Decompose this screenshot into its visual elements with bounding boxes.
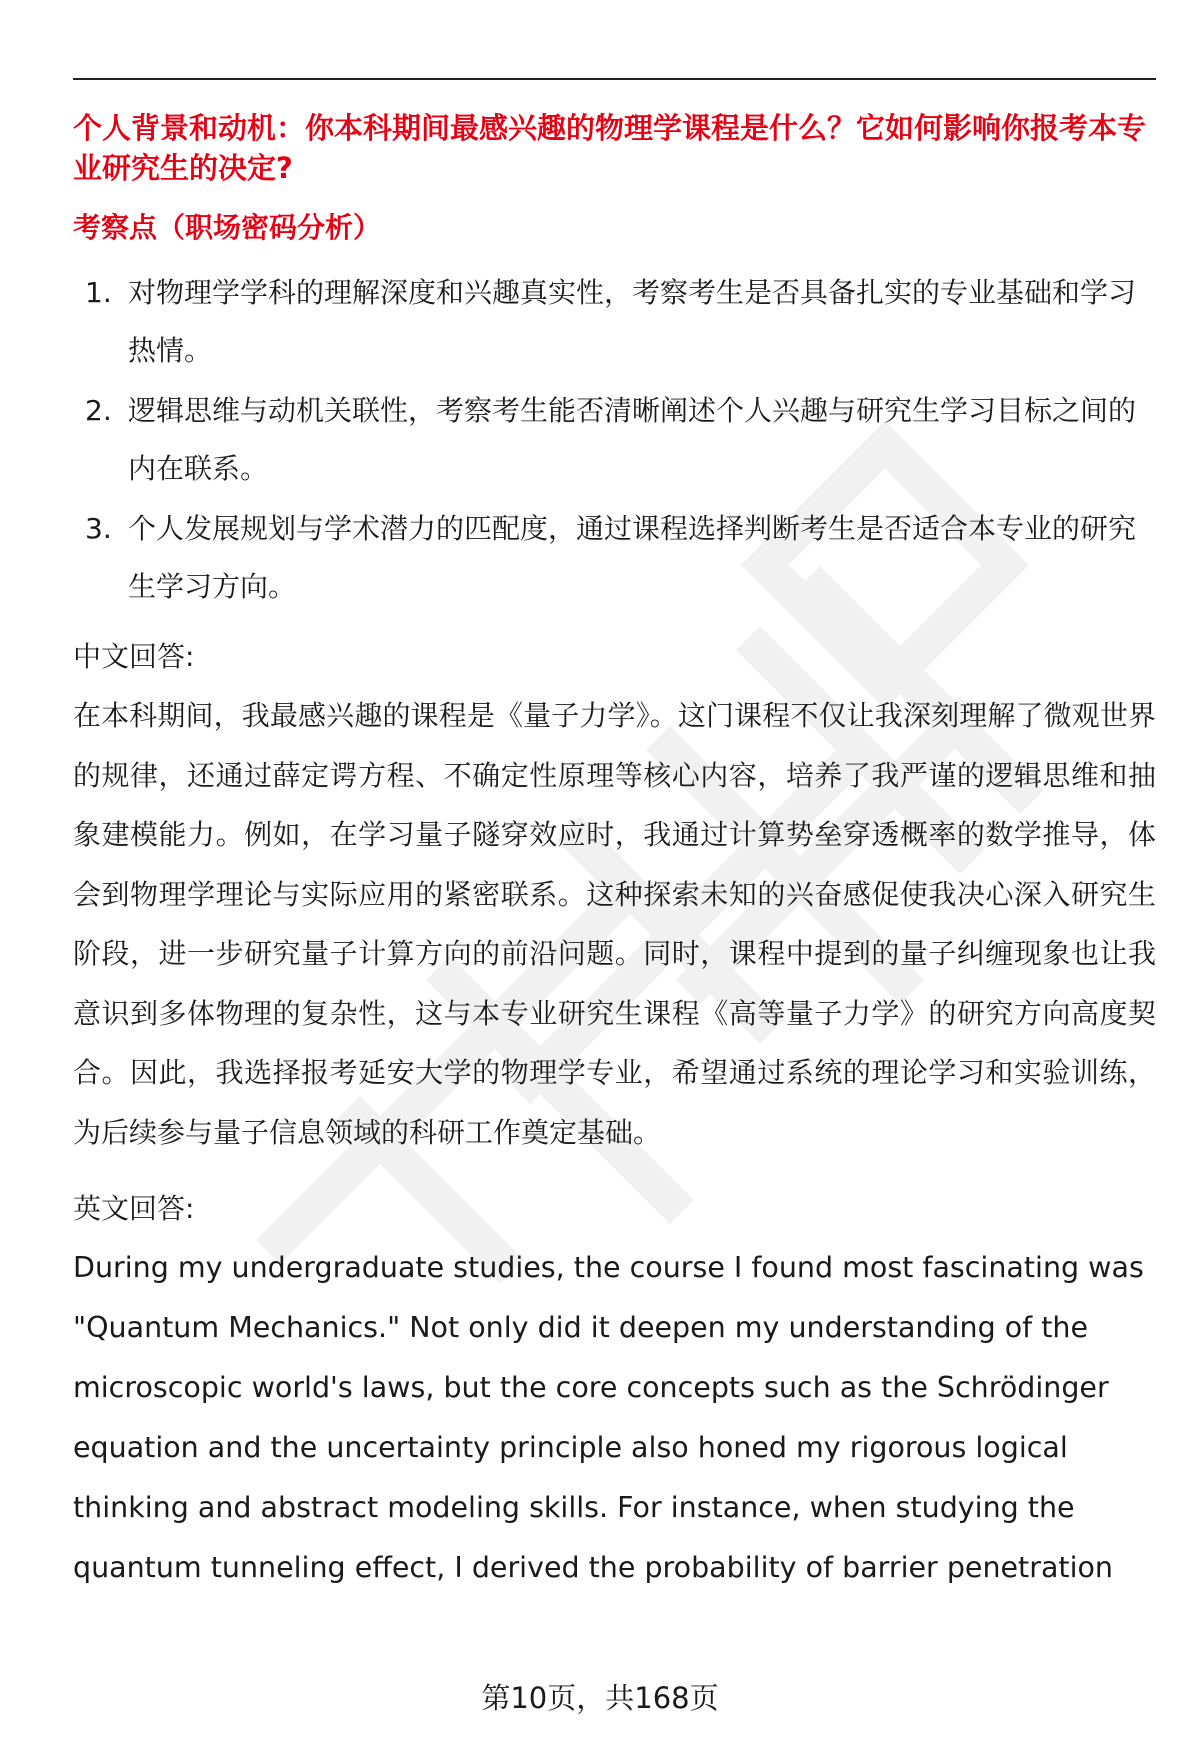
document-body xyxy=(73,108,1156,1598)
question-heading: 个人背景和动机：你本科期间最感兴趣的物理学课程是什么？它如何影响你报考本专业研究生的决定? xyxy=(73,111,1147,185)
list-item-text: 对物理学学科的理解深度和兴趣真实性，考察考生是否具备扎实的专业基础和学习热情。 xyxy=(128,276,1137,367)
list-item xyxy=(73,264,1156,380)
list-item-text: 逻辑思维与动机关联性，考察考生能否清晰阐述个人兴趣与研究生学习目标之间的内在联系。 xyxy=(128,394,1137,485)
analysis-points-list xyxy=(73,264,1156,616)
header-rule xyxy=(73,78,1156,80)
english-answer-text: During my undergraduate studies, the course I found most fascinating was "Quantum Mechanics." Not only did it deepen my understanding of the microscopic world's laws, but the core concepts such as the Schrödinger equation and the uncertainty principle also honed my rigorous logical thinking and abstract modeling skills. For instance, when studying the quantum tunneling effect, I derived the probability of barrier penetration xyxy=(73,1251,1144,1584)
list-item xyxy=(73,500,1156,616)
chinese-answer-label: 中文回答: xyxy=(73,640,195,673)
list-item xyxy=(73,382,1156,498)
analysis-heading: 考察点（职场密码分析） xyxy=(73,211,382,244)
chinese-answer-text: 在本科期间，我最感兴趣的课程是《量子力学》。这门课程不仅让我深刻理解了微观世界的规律，还通过薛定谔方程、不确定性原理等核心内容，培养了我严谨的逻辑思维和抽象建模能力。例如，在学习量子隧穿效应时，我通过计算势垒穿透概率的数学推导，体会到物理学理论与实际应用的紧密联系。这种探索未知的兴奋感促使我决心深入研究生阶段，进一步研究量子计算方向的前沿问题。同时，课程中提到的量子纠缠现象也让我意识到多体物理的复杂性，这与本专业研究生课程《高等量子力学》的研究方向高度契合。因此，我选择报考延安大学的物理学专业，希望通过系统的理论学习和实验训练，为后续参与量子信息领域的科研工作奠定基础。 xyxy=(73,699,1156,1149)
list-item-number: 2. xyxy=(85,394,112,427)
list-item-number: 3. xyxy=(85,512,112,545)
list-item-text: 个人发展规划与学术潜力的匹配度，通过课程选择判断考生是否适合本专业的研究生学习方向。 xyxy=(128,512,1137,603)
list-item-number: 1. xyxy=(85,276,112,309)
page-number-footer: 第10页，共168页 xyxy=(481,1681,719,1715)
english-answer-label: 英文回答: xyxy=(73,1192,195,1225)
